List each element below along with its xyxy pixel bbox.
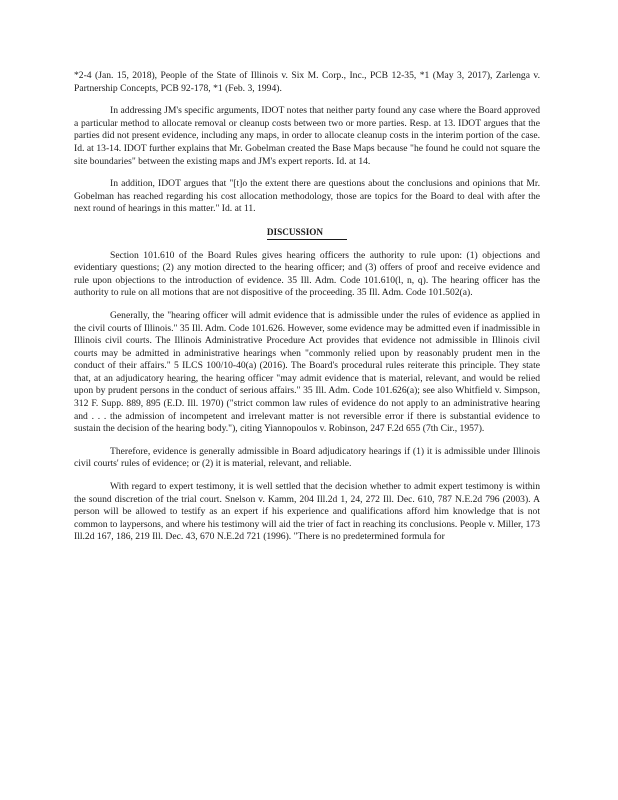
paragraph-board-rules: Section 101.610 of the Board Rules gives hearing officers the authority to rule upon: (1) objections and evidentiary questions; (2) any motion directed to the hearing officer; and (3) offers of proof and receive evidence and rule upon objections to the introduction of evidence. 35 Ill. Adm. Code 101.610(l, n, q). The hearing officer has the authority to rule on all motions that are not dispositive of the proceeding. 35 Ill. Adm. Code 101.502(a). — [74, 249, 540, 299]
section-heading — [74, 226, 540, 240]
discussion-heading-text: DISCUSSION — [267, 226, 347, 240]
paragraph-therefore: Therefore, evidence is generally admissible in Board adjudicatory hearings if (1) it is admissible under Illinois civil courts' rules of evidence; or (2) it is material, relevant, and reliable. — [74, 445, 540, 470]
document-page — [74, 70, 540, 554]
paragraph-idot-arguments: In addressing JM's specific arguments, IDOT notes that neither party found any case where the Board approved a particular method to allocate removal or cleanup costs between two or more parties. Resp. at 13. IDOT argues that the parties did not present evidence, including any maps, in order to allocate cleanup costs in the interim portion of the case. Id. at 13-14. IDOT further explains that Mr. Gobelman created the Base Maps because "he found he could not square the site boundaries" between the existing maps and JM's expert reports. Id. at 14. — [74, 105, 540, 167]
paragraph-expert-testimony: With regard to expert testimony, it is well settled that the decision whether to admit expert testimony is within the sound discretion of the trial court. Snelson v. Kamm, 204 Ill.2d 1, 24, 272 Ill. Dec. 610, 787 N.E.2d 796 (2003). A person will be allowed to testify as an expert if his experience and qualifications afford him knowledge that is not common to laypersons, and where his testimony will aid the trier of fact in reaching its conclusions. People v. Miller, 173 Ill.2d 167, 186, 219 Ill. Dec. 43, 670 N.E.2d 721 (1996). "There is no predetermined formula for — [74, 481, 540, 543]
paragraph-citation-continuation: *2-4 (Jan. 15, 2018), People of the State of Illinois v. Six M. Corp., Inc., PCB 12-35, *1 (May 3, 2017), Zarlenga v. Partnership Concepts, PCB 92-178, *1 (Feb. 3, 1994). — [74, 70, 540, 94]
paragraph-admissibility: Generally, the "hearing officer will admit evidence that is admissible under the rules of evidence as applied in the civil courts of Illinois." 35 Ill. Adm. Code 101.626. However, some evidence may be admitted even if inadmissible in Illinois civil courts. The Illinois Administrative Procedure Act provides that evidence not admissible in Illinois civil courts may be admitted in administrative hearings when "commonly relied upon by reasonably prudent men in the conduct of their affairs." 5 ILCS 100/10-40(a) (2016). The Board's procedural rules reiterate this principle. They state that, at an adjudicatory hearing, the hearing officer "may admit evidence that is material, relevant, and would be relied upon by prudent persons in the conduct of serious affairs." 35 Ill. Adm. Code 101.626(a); see also Whitfield v. Simpson, 312 F. Supp. 889, 895 (E.D. Ill. 1970) ("strict common law rules of evidence do not apply to an administrative hearing and . . . the admission of incompetent and irrelevant matter is not reversible error if there is substantial evidence to sustain the decision of the hearing body."), citing Yiannopoulos v. Robinson, 247 F.2d 655 (7th Cir., 1957). — [74, 309, 540, 435]
paragraph-idot-addition: In addition, IDOT argues that "[t]o the extent there are questions about the conclusions and opinions that Mr. Gobelman has reached regarding his cost allocation methodology, those are topics for the Board to deal with after the next round of hearings in this matter." Id. at 11. — [74, 178, 540, 215]
